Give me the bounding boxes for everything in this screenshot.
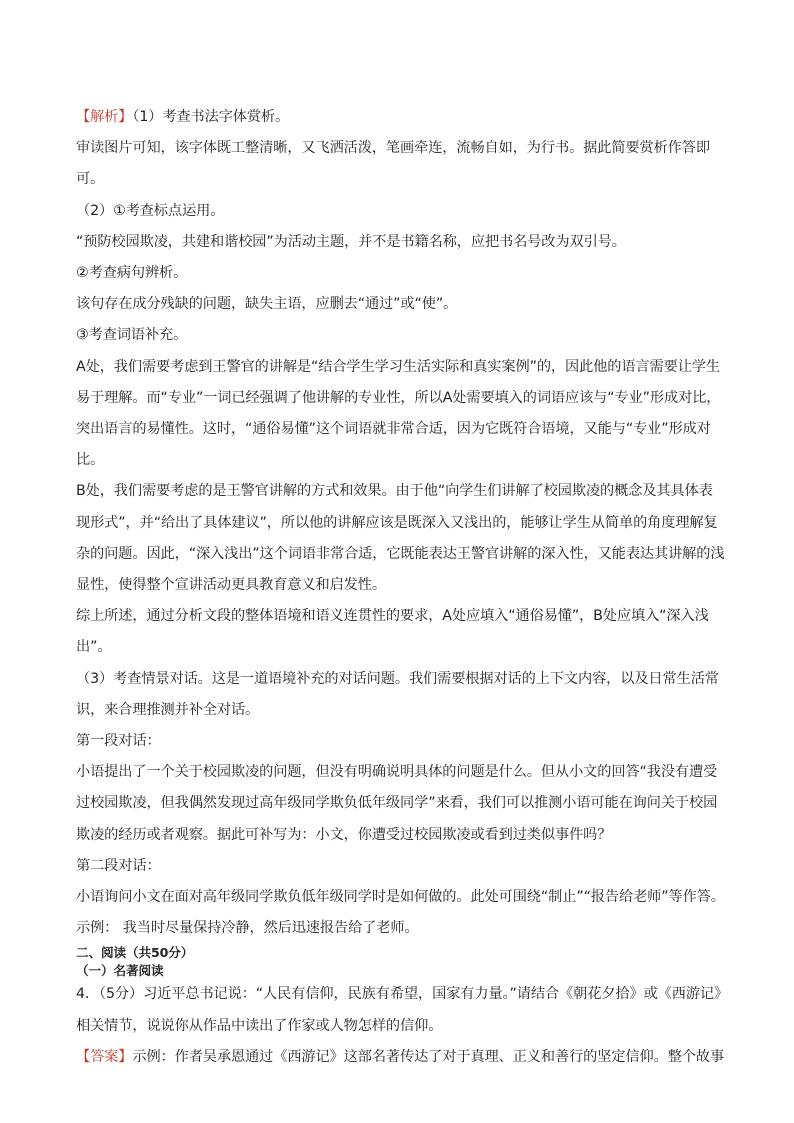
paragraph: 示例： 我当时尽量保持冷静，然后迅速报告给了老师。 xyxy=(76,920,419,937)
paragraph: 审读图片可知，该字体既工整清晰，又飞洒活泼，笔画牵连，流畅自如，为行书。据此简要赏析作答即可。 xyxy=(76,140,710,188)
answer-text: 示例：作者吴承恩通过《西游记》这部名著传达了对于真理、正义和善行的坚定信仰。整个故事 xyxy=(132,1048,725,1065)
paragraph: B处，我们需要考虑的是王警官讲解的方式和效果。由于他“向学生们讲解了校园欺凌的概念及其具体表现形式”，并“给出了具体建议”，所以他的讲解应该是既深入又浅出的，能够让学生从简单的角度理解复杂的问题。因此，“深入浅出”这个词语非常合适，它既能表达王警官讲解的深入性，又能表达其讲解的浅显性，使得整个宣讲活动更具教育意义和启发性。 xyxy=(76,483,725,594)
paragraph: “预防校园欺凌，共建和谐校园”为活动主题，并不是书籍名称，应把书名号改为双引号。 xyxy=(76,233,626,250)
analysis-heading xyxy=(76,102,726,133)
subsection-title: （一）名著阅读 xyxy=(76,962,164,978)
document-content xyxy=(76,102,726,1073)
paragraph: （3）考查情景对话。这是一道语境补充的对话问题。我们需要根据对话的上下文内容，以及日常生活常识，来合理推测并补全对话。 xyxy=(76,670,719,718)
paragraph: ②考查病句辨析。 xyxy=(76,265,188,282)
paragraph: 小语询问小文在面对高年级同学欺负低年级同学时是如何做的。此处可围绕“制止”“报告给老师”等作答。 xyxy=(76,889,725,906)
section-title: 二、阅读（共50分） xyxy=(76,945,194,961)
paragraph: ③考查词语补充。 xyxy=(76,327,188,344)
answer-line xyxy=(76,1042,726,1073)
paragraph: （2）①考查标点运用。 xyxy=(76,202,225,219)
analysis-tag: 【解析】 xyxy=(76,109,133,125)
paragraph: 第一段对话： xyxy=(76,733,161,750)
paragraph: 小语提出了一个关于校园欺凌的问题，但没有明确说明具体的问题是什么。但从小文的回答“我没有遭受过校园欺凌，但我偶然发现过高年级同学欺负低年级同学”来看，我们可以推测小语可能在询问关于校园欺凌的经历或者观察。据此可补写为：小文，你遭受过校园欺凌或看到过类似事件吗？ xyxy=(76,764,718,843)
answer-tag: 【答案】 xyxy=(76,1048,133,1065)
paragraph: A处，我们需要考虑到王警官的讲解是“结合学生学习生活实际和真实案例”的，因此他的语言需要让学生易于理解。而“专业”一词已经强调了他讲解的专业性，所以A处需要填入的词语应该与“专业”形成对比，突出语言的易懂性。这时，“通俗易懂”这个词语就非常合适，因为它既符合语境，又能与“专业”形成对比。 xyxy=(76,358,721,469)
paragraph: 综上所述，通过分析文段的整体语境和语义连贯性的要求，A处应填入“通俗易懂”，B处应填入“深入浅出”。 xyxy=(76,608,709,656)
paragraph: 第二段对话： xyxy=(76,857,161,874)
paragraph: 该句存在成分残缺的问题，缺失主语，应删去“通过”或“使”。 xyxy=(76,296,458,313)
question-4: 4．（5分）习近平总书记说：“人民有信仰，民族有希望，国家有力量。”请结合《朝花夕拾》或《西游记》相关情节，说说你从作品中读出了作家或人物怎样的信仰。 xyxy=(76,986,721,1034)
analysis-first-line: （1）考查书法字体赏析。 xyxy=(132,109,290,125)
